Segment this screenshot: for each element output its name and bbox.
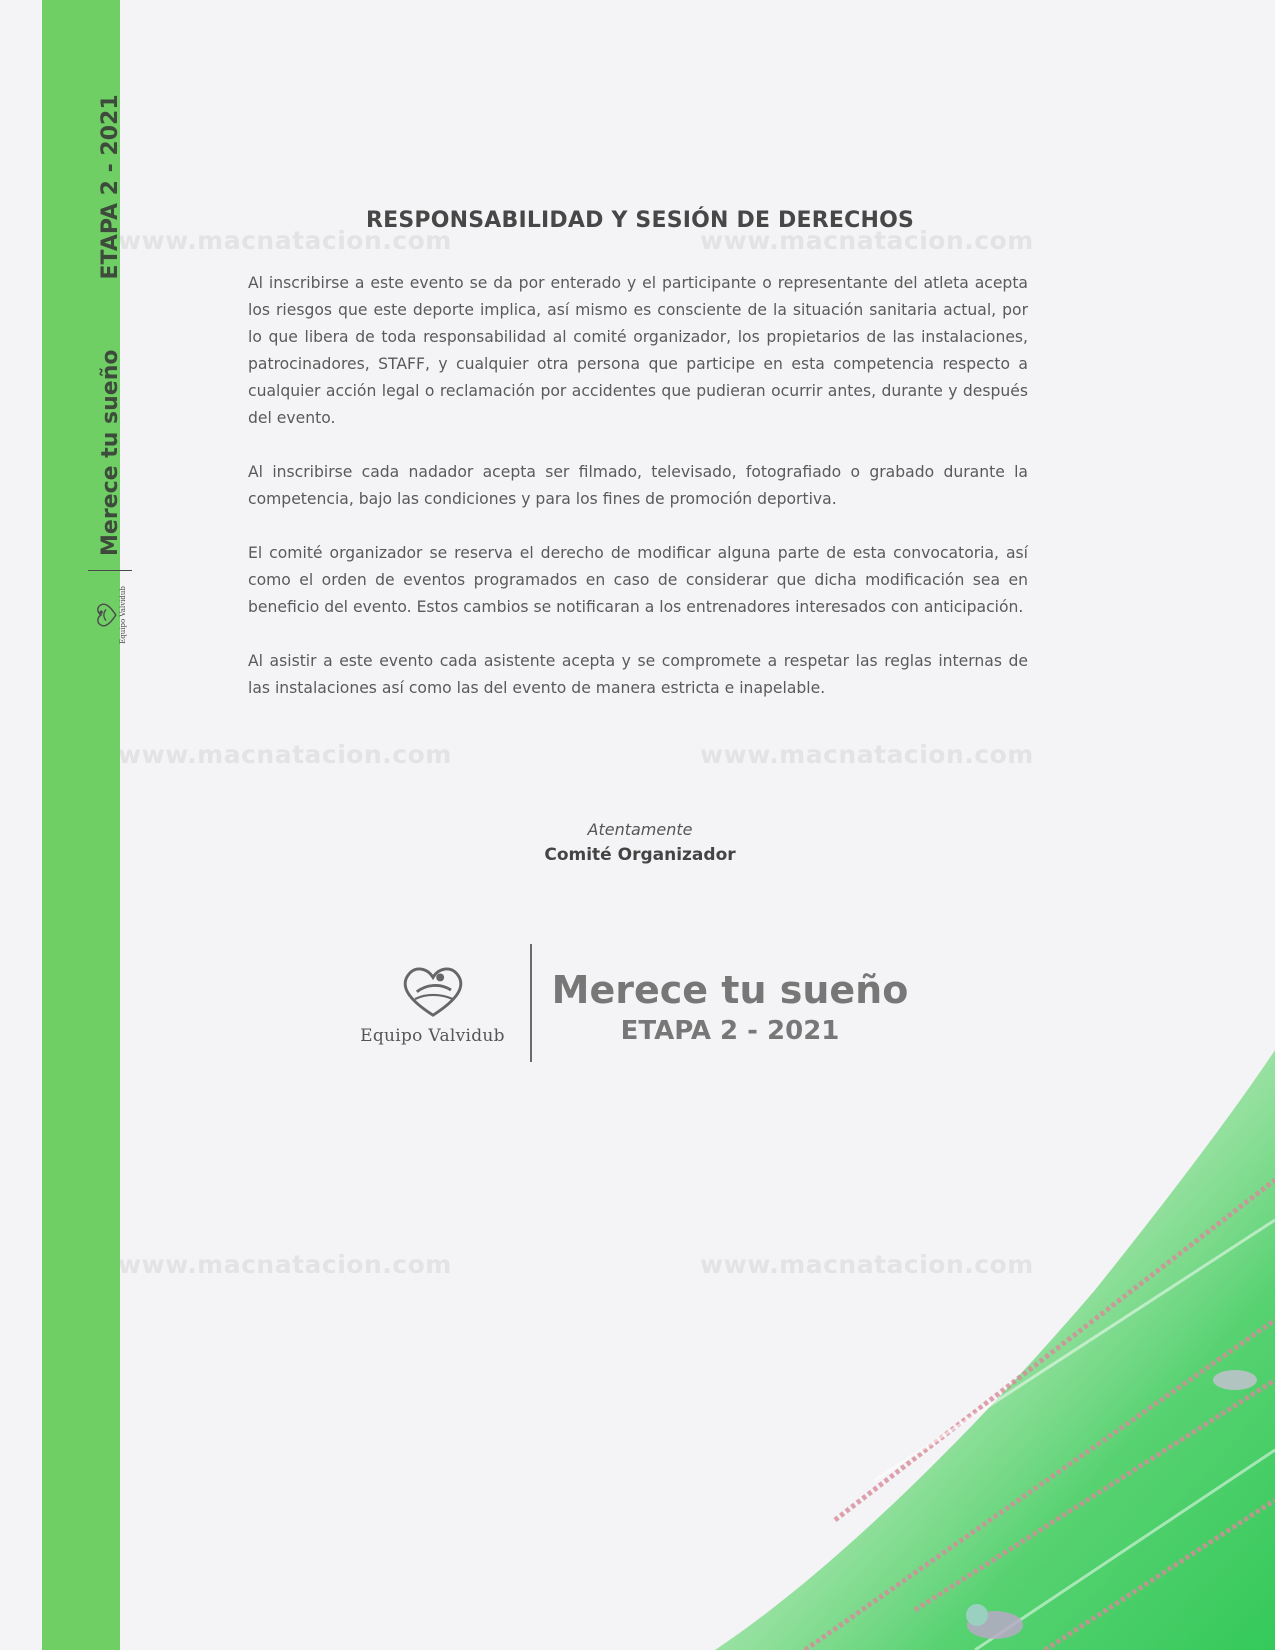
document-title: RESPONSABILIDAD Y SESIÓN DE DERECHOS (365, 208, 915, 233)
paragraph-modifications: El comité organizador se reserva el derecho de modificar alguna parte de esta convocatoria, así como el orden de eventos programados en caso de considerar que dicha modificación sea en beneficio del evento. Estos cambios se notificaran a los entrenadores interesados con anticipación. (248, 544, 1028, 616)
watermark: www.macnatacion.com (700, 226, 1034, 255)
watermark: www.macnatacion.com (700, 740, 1034, 769)
sidebar-logo (81, 585, 139, 645)
paragraph-media-consent: Al inscribirse cada nadador acepta ser filmado, televisado, fotografiado o grabado durante la competencia, bajo las condiciones y para los fines de promoción deportiva. (248, 463, 1028, 508)
watermark: www.macnatacion.com (118, 740, 452, 769)
brand-divider (530, 944, 532, 1062)
paragraph-attendee-rules: Al asistir a este evento cada asistente acepta y se compromete a respetar las reglas internas de las instalaciones así como las del evento de manera estricta e inapelable. (248, 652, 1028, 697)
sidebar-stage: ETAPA 2 - 2021 (97, 94, 123, 280)
sidebar-divider (88, 570, 132, 571)
watermark: www.macnatacion.com (118, 226, 452, 255)
brand-lockup (340, 940, 940, 1065)
sidebar-slogan: Merece tu sueño (97, 349, 123, 556)
paragraph-liability: Al inscribirse a este evento se da por enterado y el participante o representante del atleta acepta los riesgos que este deporte implica, así mismo es consciente de la situación sanitaria actual, por lo que libera de toda responsabilidad al comité organizador, los propietarios de las instalaciones, patrocinadores, STAFF, y cualquier otra persona que participe en esta competencia respecto a cualquier acción legal o reclamación por accidentes que pudieran ocurrir antes, durante y después del evento. (248, 274, 1028, 427)
closing-block (440, 820, 840, 865)
pool-photo (715, 1050, 1275, 1650)
swimming-pool-illustration (715, 1050, 1275, 1650)
brand-logo (350, 958, 515, 1046)
heart-swimmer-icon (94, 601, 118, 629)
brand-stage: ETAPA 2 - 2021 (620, 1016, 840, 1046)
heart-swimmer-icon (397, 958, 469, 1022)
closing-greeting: Atentamente (587, 820, 693, 839)
sidebar-logo-text: Equipo Valvidub (118, 586, 127, 644)
watermark: www.macnatacion.com (118, 1250, 452, 1279)
sidebar-branding (81, 94, 139, 645)
document-body (248, 270, 1028, 729)
closing-signature: Comité Organizador (544, 845, 736, 865)
brand-logo-text: Equipo Valvidub (360, 1026, 505, 1046)
brand-slogan: Merece tu sueño (551, 968, 909, 1012)
watermark: www.macnatacion.com (700, 1250, 1034, 1279)
